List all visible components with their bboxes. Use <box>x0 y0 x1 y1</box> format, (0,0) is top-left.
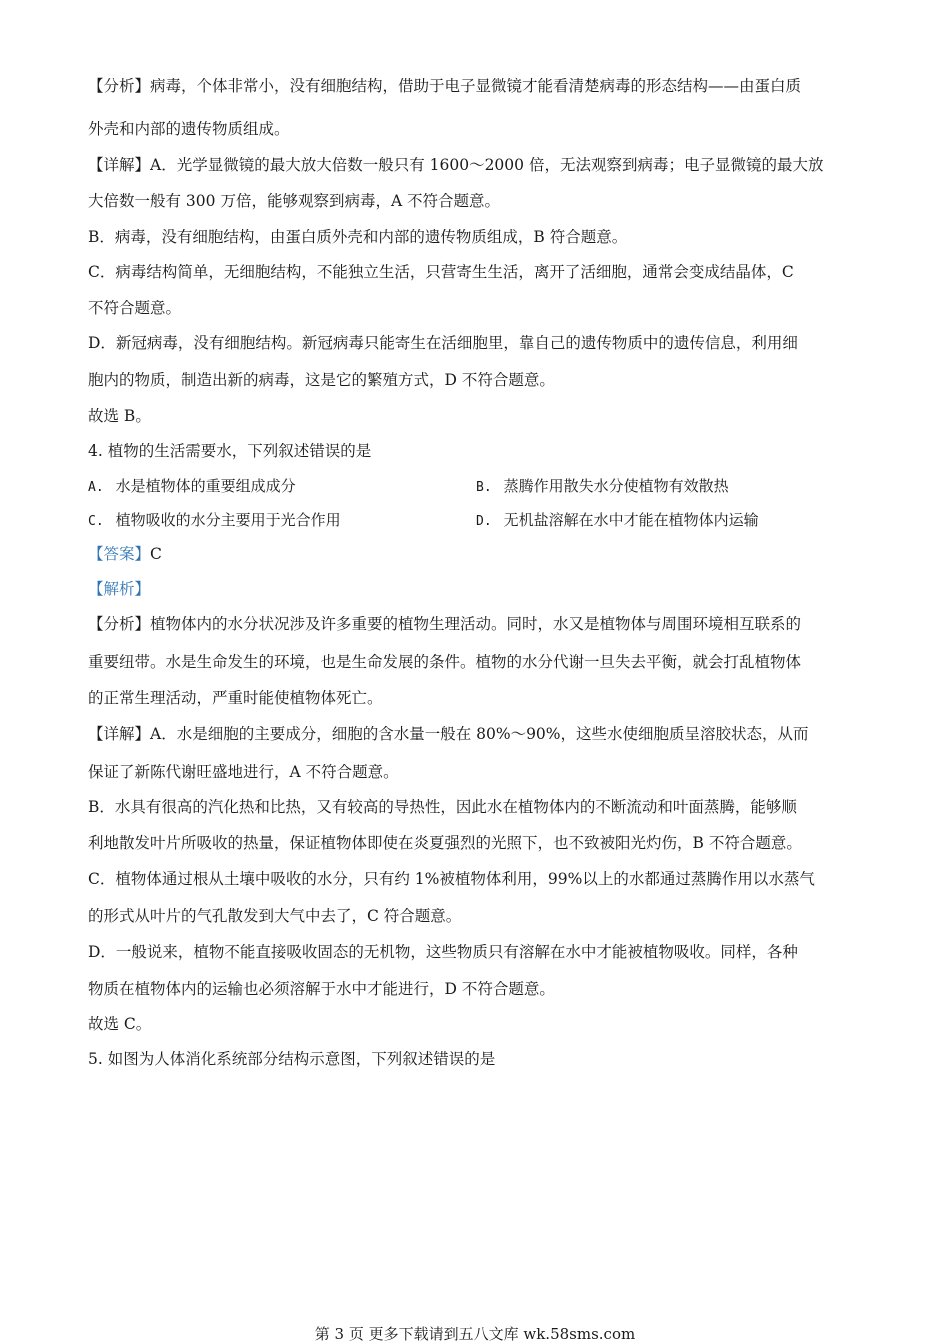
q4-option-b-text: 蒸腾作用散失水分使植物有效散热 <box>503 477 729 495</box>
q4-explain-tag: 【解析】 <box>88 580 151 598</box>
q4-question: 4. 植物的生活需要水，下列叙述错误的是 <box>88 442 372 460</box>
q4-option-c-letter: C. <box>88 514 104 529</box>
q4-option-c <box>88 510 341 532</box>
q4-options-row-1 <box>88 476 858 496</box>
q4-detail-line-1: 【详解】A．水是细胞的主要成分，细胞的含水量一般在 80%～90%，这些水使细胞质呈溶胶状态，从而 <box>88 725 809 743</box>
q4-option-c-explain-line-1: C．植物体通过根从土壤中吸收的水分，只有约 1%被植物体利用，99%以上的水都通过蒸腾作用以水蒸气 <box>88 870 815 888</box>
q5-question: 5. 如图为人体消化系统部分结构示意图，下列叙述错误的是 <box>88 1050 496 1068</box>
q4-option-d <box>476 510 759 532</box>
q4-option-d-letter: D. <box>476 514 492 529</box>
q4-option-c-explain-line-2: 的形式从叶片的气孔散发到大气中去了，C 符合题意。 <box>88 907 462 925</box>
q4-option-b-explain-line-2: 利地散发叶片所吸收的热量，保证植物体即使在炎夏强烈的光照下，也不致被阳光灼伤，B 不符合题意。 <box>88 834 802 852</box>
q4-option-b <box>476 476 729 498</box>
q4-option-a-letter: A. <box>88 480 104 495</box>
q4-analysis-line-3: 的正常生理活动，严重时能使植物体死亡。 <box>88 689 383 707</box>
q4-option-b-explain-line-1: B．水具有很高的汽化热和比热，又有较高的导热性，因此水在植物体内的不断流动和叶面蒸腾，能够顺 <box>88 798 797 816</box>
q3-option-d-explain-line-1: D．新冠病毒，没有细胞结构。新冠病毒只能寄生在活细胞里，靠自己的遗传物质中的遗传信息，利用细 <box>88 334 798 352</box>
q3-analysis-line-2: 外壳和内部的遗传物质组成。 <box>88 120 290 138</box>
q4-option-b-letter: B. <box>476 480 492 495</box>
q4-answer-value: C <box>150 545 162 563</box>
q3-option-c-explain-line-2: 不符合题意。 <box>88 299 182 317</box>
q4-option-a-text: 水是植物体的重要组成成分 <box>115 477 296 495</box>
q4-option-c-text: 植物吸收的水分主要用于光合作用 <box>115 511 341 529</box>
page-footer: 第 3 页 更多下载请到五八文库 wk.58sms.com <box>314 1325 636 1343</box>
q4-option-a <box>88 476 296 498</box>
q3-analysis-line-1: 【分析】病毒，个体非常小，没有细胞结构，借助于电子显微镜才能看清楚病毒的形态结构——由蛋白质 <box>88 77 802 95</box>
q3-option-c-explain-line-1: C．病毒结构简单，无细胞结构，不能独立生活，只营寄生生活，离开了活细胞，通常会变成结晶体，C <box>88 263 794 281</box>
q4-options-row-2 <box>88 510 858 530</box>
q4-analysis-line-2: 重要纽带。水是生命发生的环境，也是生命发展的条件。植物的水分代谢一旦失去平衡，就会打乱植物体 <box>88 653 802 671</box>
q3-detail-line-2: 大倍数一般有 300 万倍，能够观察到病毒，A 不符合题意。 <box>88 192 501 210</box>
q3-conclusion: 故选 B。 <box>88 407 151 425</box>
q3-option-d-explain-line-2: 胞内的物质，制造出新的病毒，这是它的繁殖方式，D 不符合题意。 <box>88 371 555 389</box>
q4-option-d-explain-line-2: 物质在植物体内的运输也必须溶解于水中才能进行，D 不符合题意。 <box>88 980 555 998</box>
q4-conclusion: 故选 C。 <box>88 1015 152 1033</box>
q4-analysis-line-1: 【分析】植物体内的水分状况涉及许多重要的植物生理活动。同时，水又是植物体与周围环境相互联系的 <box>88 615 802 633</box>
q4-option-d-text: 无机盐溶解在水中才能在植物体内运输 <box>503 511 759 529</box>
q3-detail-line-1: 【详解】A．光学显微镜的最大放大倍数一般只有 1600～2000 倍，无法观察到病毒；电子显微镜的最大放 <box>88 156 824 174</box>
q4-detail-line-2: 保证了新陈代谢旺盛地进行，A 不符合题意。 <box>88 763 399 781</box>
q3-option-b-explain: B．病毒，没有细胞结构，由蛋白质外壳和内部的遗传物质组成，B 符合题意。 <box>88 228 628 246</box>
q4-answer-tag: 【答案】 <box>88 545 151 563</box>
q4-answer <box>88 544 162 564</box>
q4-option-d-explain-line-1: D．一般说来，植物不能直接吸收固态的无机物，这些物质只有溶解在水中才能被植物吸收。同样，各种 <box>88 943 798 961</box>
